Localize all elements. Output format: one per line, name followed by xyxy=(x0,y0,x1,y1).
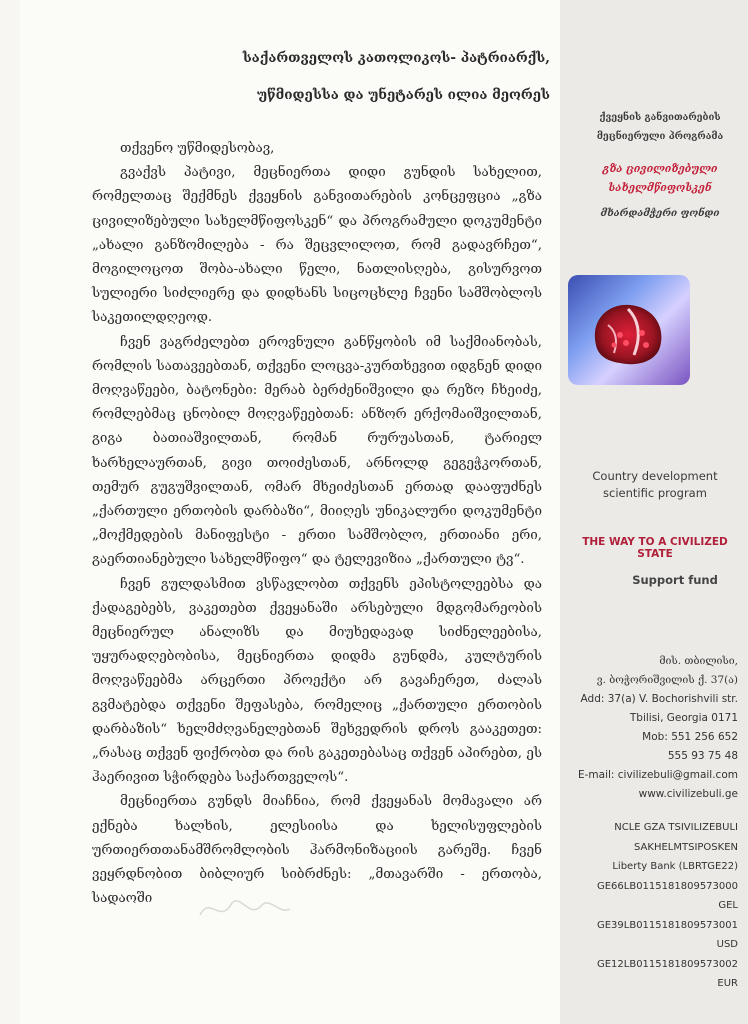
paragraph-4: მეცნიერთა გუნდს მიაჩნია, რომ ქვეყანას მომავალი არ ექნება ხალხის, ელესიისა და ხელისუფლების ურთიერთთანამშრომლობის ჰარმონიზაციის გარეშე. ჩვენ ვეყრდნობით ბიბლიურ სიბრძნეს: „მთავარში - ერთობა, სადაოში xyxy=(92,794,542,907)
paragraph-2: ჩვენ ვაგრძელებთ ეროვნული განწყობის იმ საქმიანობას, რომლის სათავეებთან, თქვენი ლოცვა-კურთხევით იდგნენ დიდი მოღვაწეები, ბატონები: მერაბ ბერძენიშვილი და რეზო ჩხეიძე, რომლებმაც ცნობილ მოღვაწეებთან: ანზორ ერქომაიშვილთან, გიგა ბათიაშვილთან, რომან რურუასთან, ტარიელ ხარხელაურთან, გივი თოიძესთან, არნოლდ გეგეჭკორთან, თემურ გუგუშვილთან, ომარ მხეიძესთან ერთად დააფუძნეს „ქართული ერთობის დარბაზი“, მიიღეს უნიკალური დოკუმენტი „მოქმედების მანიფესტი - ერთი სამშობლო, ერთიანი ერი, გაერთიანებული სახელმწიფო“ და ტელევიზია „ქართული ტვ“. xyxy=(92,334,542,568)
account-holder-line-1: NCLE GZA TSIVILIZEBULI xyxy=(614,822,738,833)
account-holder-line-2: SAKHELMTSIPOSKEN xyxy=(634,841,738,853)
recipient-line-1: საქართველოს კათოლიკოს- პატრიარქს, xyxy=(242,50,550,66)
mobile-1: Mob: 551 256 652 xyxy=(642,731,738,743)
address-english: Add: 37(a) V. Bochorishvili str. xyxy=(580,693,738,705)
program-title-en-line-1: Country development xyxy=(592,469,718,483)
pomegranate-logo-image xyxy=(568,275,690,385)
street-georgian: ვ. ბოჭორიშვილის ქ. 37(ა) xyxy=(596,674,738,686)
program-title-georgian xyxy=(580,108,740,146)
slogan-ge-line-2: სახელმწიფოსკენ xyxy=(608,182,712,194)
account-eur: GE12LB0115181809573002 EUR xyxy=(596,958,738,989)
slogan-ge-line-1: გზა ცივილიზებული xyxy=(602,163,718,175)
salutation: თქვენო უწმიდესობავ, xyxy=(120,141,275,156)
fund-georgian: მხარდამჭერი ფონდი xyxy=(600,208,720,219)
slogan-english: THE WAY TO A CIVILIZED STATE xyxy=(582,536,728,560)
recipient-address xyxy=(70,40,550,114)
bank-name: Liberty Bank (LBRTGE22) xyxy=(612,861,738,872)
bank-details xyxy=(580,818,738,994)
mobile-2: 555 93 75 48 xyxy=(667,750,738,762)
paragraph-1: გვაქვს პატივი, მეცნიერთა დიდი გუნდის სახელით, რომელთაც შექმნეს ქვეყნის განვითარების კონცეფცია „გზა ცივილიზებული სახელმწიფოსკენ“ და პროგრამული დოკუმენტი „ახალი განზომილება - რა შეცვლილოთ, რომ გადავრჩეთ“, მოგილოცოთ შობა-ახალი წელი, ნათლისღება, გისურვოთ სულიერი სიძლიერე და დიდხანს სიცოცხლე ჩვენი სამშობლოს საკეთილდღეოდ. xyxy=(92,165,542,326)
email-address: E-mail: civilizebuli@gmail.com xyxy=(577,769,738,781)
program-title-en-line-2: scientific program xyxy=(603,486,707,500)
program-title-english xyxy=(570,468,740,502)
account-gel: GE66LB0115181809573000 GEL xyxy=(596,880,738,911)
account-usd: GE39LB0115181809573001 USD xyxy=(596,919,738,950)
city-english: Tbilisi, Georgia 0171 xyxy=(629,712,738,724)
contact-info xyxy=(570,652,738,804)
fund-english: Support fund xyxy=(632,573,718,587)
letter-text xyxy=(92,137,542,912)
recipient-line-2: უწმიდესსა და უნეტარეს ილია მეორეს xyxy=(256,87,550,103)
pomegranate-icon xyxy=(568,275,690,385)
city-georgian: მის. თბილისი, xyxy=(659,655,738,667)
program-title-ge-line-2: მეცნიერული პროგრამა xyxy=(596,131,724,142)
slogan-georgian xyxy=(580,160,740,198)
faint-handwriting-mark xyxy=(190,875,310,935)
paragraph-3: ჩვენ გულდასმით ვსწავლობთ თქვენს ეპისტოლეებსა და ქადაგებებს, ვაკეთებთ ქვეყანაში არსებული მდგომარეობის მეცნიერულ ანალიზს და მიუხედავად სიძნელეებისა, უყურადღებობისა, მეცნიერთა დიდმა გუნდმა, კულტურის მოღვაწეებმა არცერთი პროექტი არ გავაჩერეთ, ძალას გვმატებდა თქვენი შეფასება, რომელიც „ქართული ერთობის დარბაზის“ ხელმძღვანელებთან შეხვედრის დროს გააკეთეთ: „რასაც თქვენ ფიქრობთ და რის გაკეთებასაც თქვენ აპირებთ, ეს ჰაერივით სჭირდება საქართველოს“. xyxy=(92,576,542,786)
program-title-ge-line-1: ქვეყნის განვითარების xyxy=(599,112,721,123)
website-link: www.civilizebuli.ge xyxy=(638,788,738,800)
